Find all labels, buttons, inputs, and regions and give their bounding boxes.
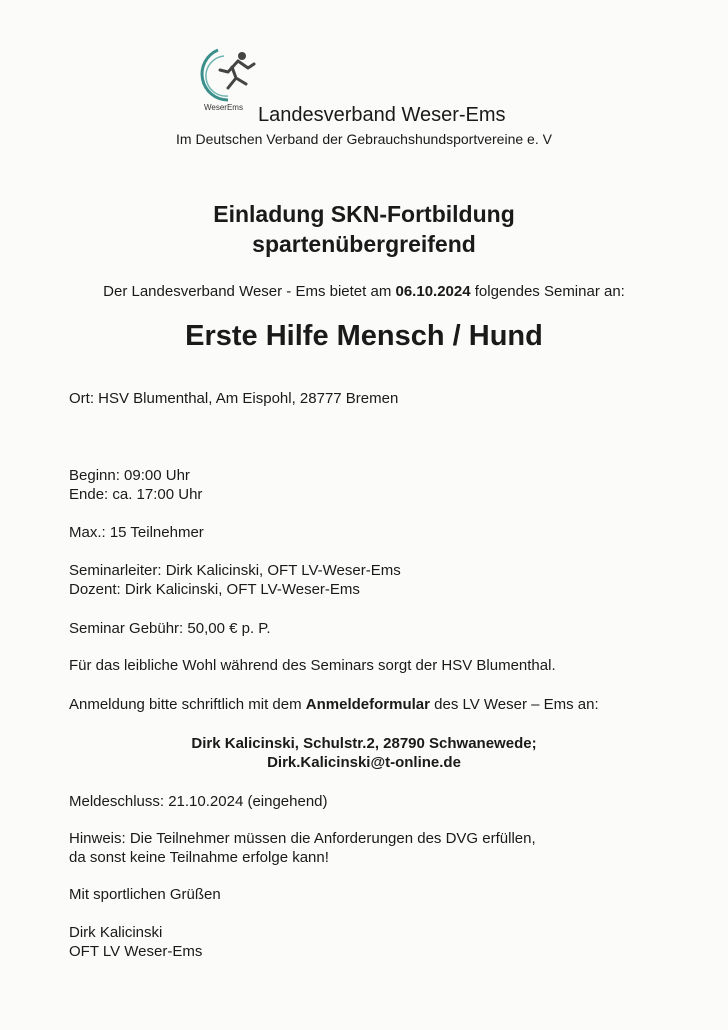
note-line-1: Hinweis: Die Teilnehmer müssen die Anforderungen des DVG erfüllen, xyxy=(69,830,536,847)
organization-subtitle: Im Deutschen Verband der Gebrauchshundsportvereine e. V xyxy=(176,131,552,147)
signature-title: OFT LV Weser-Ems xyxy=(69,943,203,960)
document-title-line-2: spartenübergreifend xyxy=(252,231,476,257)
seminar-title: Erste Hilfe Mensch / Hund xyxy=(185,320,543,352)
begin-time: Beginn: 09:00 Uhr xyxy=(69,467,190,484)
closing-greeting: Mit sportlichen Grüßen xyxy=(69,886,221,903)
location: Ort: HSV Blumenthal, Am Eispohl, 28777 Bremen xyxy=(69,390,399,407)
seminar-fee: Seminar Gebühr: 50,00 € p. P. xyxy=(69,620,271,637)
registration-deadline: Meldeschluss: 21.10.2024 (eingehend) xyxy=(69,793,328,810)
end-time: Ende: ca. 17:00 Uhr xyxy=(69,486,203,503)
registration-address: Dirk Kalicinski, Schulstr.2, 28790 Schwanewede; xyxy=(191,735,537,752)
logo-caption: WeserEms xyxy=(204,103,243,112)
document-title-line-1: Einladung SKN-Fortbildung xyxy=(213,201,515,227)
organization-name: Landesverband Weser-Ems xyxy=(258,104,506,126)
signature-name: Dirk Kalicinski xyxy=(69,924,163,941)
registration-email[interactable]: Dirk.Kalicinski@t-online.de xyxy=(267,754,461,771)
intro-text: Der Landesverband Weser - Ems bietet am 06.10.2024 folgendes Seminar an: xyxy=(103,283,625,300)
seminar-date: 06.10.2024 xyxy=(395,283,471,300)
note-line-2: da sonst keine Teilnahme erfolge kann! xyxy=(69,849,329,866)
registration-form-name: Anmeldeformular xyxy=(305,696,430,713)
max-participants: Max.: 15 Teilnehmer xyxy=(69,524,204,541)
seminar-leader: Seminarleiter: Dirk Kalicinski, OFT LV-Weser-Ems xyxy=(69,562,401,579)
catering-info: Für das leibliche Wohl während des Seminars sorgt der HSV Blumenthal. xyxy=(69,657,556,674)
lecturer: Dozent: Dirk Kalicinski, OFT LV-Weser-Ems xyxy=(69,581,360,598)
registration-info: Anmeldung bitte schriftlich mit dem Anmeldeformular des LV Weser – Ems an: xyxy=(69,696,599,713)
dvg-logo xyxy=(198,44,260,102)
